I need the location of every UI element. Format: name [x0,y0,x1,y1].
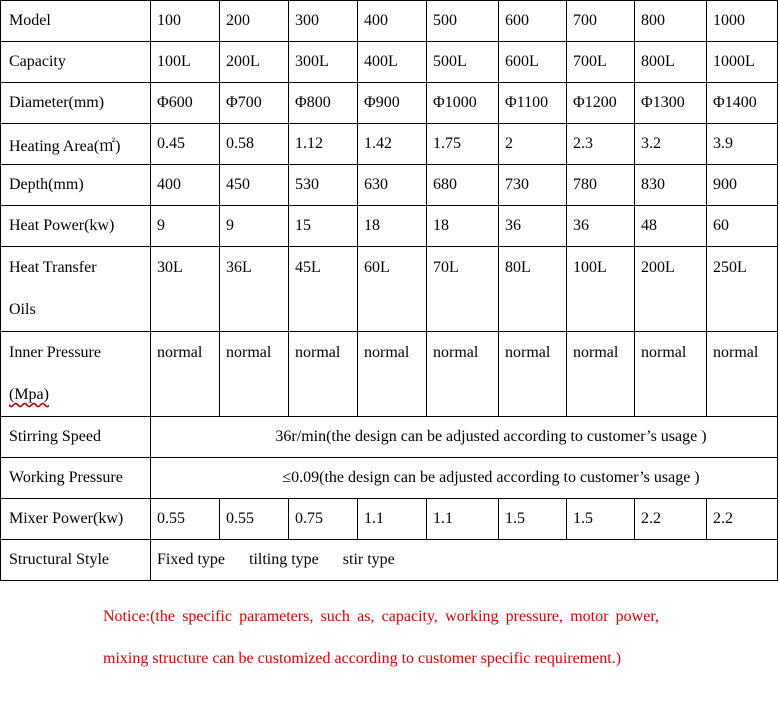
cell: 700L [567,42,635,83]
cell: 700 [567,1,635,42]
cell: Φ600 [151,83,220,124]
cell: Φ700 [220,83,289,124]
cell: Φ1100 [499,83,567,124]
cell: 1.5 [499,499,567,540]
cell: 630 [358,165,427,206]
label-line: Heat Transfer [9,259,97,276]
cell: 80L [499,247,567,332]
cell: 680 [427,165,499,206]
cell: 18 [427,206,499,247]
row-model [1,1,778,42]
cell: 780 [567,165,635,206]
cell: normal [499,332,567,417]
cell: 250L [707,247,778,332]
cell: 9 [220,206,289,247]
label-heat-transfer-oils [1,247,151,332]
label-line: Inner Pressure [9,344,101,361]
row-inner-pressure [1,332,778,417]
cell: 830 [635,165,707,206]
row-depth [1,165,778,206]
cell: 45L [289,247,358,332]
row-mixer-power [1,499,778,540]
cell: 1.42 [358,124,427,165]
cell: 1.5 [567,499,635,540]
cell: 0.58 [220,124,289,165]
cell: Φ1200 [567,83,635,124]
cell: 2.2 [635,499,707,540]
cell: 200 [220,1,289,42]
cell: 30L [151,247,220,332]
cell: Φ1300 [635,83,707,124]
cell: 18 [358,206,427,247]
label-heat-power: Heat Power(kw) [1,206,151,247]
label-line: (Mpa) [9,386,49,403]
cell: normal [635,332,707,417]
label-capacity: Capacity [1,42,151,83]
cell: 15 [289,206,358,247]
style-option: Fixed type [157,551,225,568]
cell: 200L [220,42,289,83]
cell: 3.2 [635,124,707,165]
label-heating-area: Heating Area(㎡) [1,124,151,165]
cell: 0.45 [151,124,220,165]
cell: normal [427,332,499,417]
row-working-pressure [1,458,778,499]
cell: normal [151,332,220,417]
style-option: tilting type [249,551,319,568]
label-stirring-speed: Stirring Speed [1,417,151,458]
cell: 400 [151,165,220,206]
cell: 800 [635,1,707,42]
cell: 530 [289,165,358,206]
cell: 400 [358,1,427,42]
cell: 2.3 [567,124,635,165]
cell: 2.2 [707,499,778,540]
cell: normal [358,332,427,417]
cell: 1000L [707,42,778,83]
label-line: Oils [9,301,36,318]
cell: 2 [499,124,567,165]
cell: 3.9 [707,124,778,165]
row-heating-area [1,124,778,165]
row-heat-transfer-oils [1,247,778,332]
cell: 1.1 [427,499,499,540]
cell: 100L [151,42,220,83]
cell: 0.75 [289,499,358,540]
label-structural-style: Structural Style [1,540,151,581]
cell-merged: ≤0.09(the design can be adjusted according to customer’s usage ) [151,458,778,499]
cell: 48 [635,206,707,247]
cell: 0.55 [151,499,220,540]
cell: 1000 [707,1,778,42]
cell: 200L [635,247,707,332]
cell: 1.75 [427,124,499,165]
row-capacity [1,42,778,83]
cell: 36 [567,206,635,247]
cell: 36L [220,247,289,332]
cell: 300 [289,1,358,42]
cell: 900 [707,165,778,206]
style-option: stir type [342,551,395,568]
label-depth: Depth(mm) [1,165,151,206]
cell: 500 [427,1,499,42]
cell: Φ900 [358,83,427,124]
cell: normal [289,332,358,417]
cell: 0.55 [220,499,289,540]
cell: normal [707,332,778,417]
cell: 1.1 [358,499,427,540]
row-heat-power [1,206,778,247]
cell: 36 [499,206,567,247]
cell: 400L [358,42,427,83]
cell: 70L [427,247,499,332]
cell: 800L [635,42,707,83]
cell-merged: 36r/min(the design can be adjusted according to customer’s usage ) [151,417,778,458]
cell: 300L [289,42,358,83]
cell: normal [567,332,635,417]
label-model: Model [1,1,151,42]
cell: 600L [499,42,567,83]
cell: Φ800 [289,83,358,124]
cell: Φ1000 [427,83,499,124]
cell: 60 [707,206,778,247]
cell: 730 [499,165,567,206]
row-stirring-speed [1,417,778,458]
cell: 100 [151,1,220,42]
label-mixer-power: Mixer Power(kw) [1,499,151,540]
cell: 100L [567,247,635,332]
label-inner-pressure [1,332,151,417]
row-diameter [1,83,778,124]
cell: 9 [151,206,220,247]
label-diameter: Diameter(mm) [1,83,151,124]
cell-merged [151,540,778,581]
cell: 500L [427,42,499,83]
cell: 60L [358,247,427,332]
notice-text: Notice:(the specific parameters, such as, capacity, working pressure, motor power, mixing structure can be customized according to customer specific requirement.) [103,608,659,667]
cell: normal [220,332,289,417]
cell: 450 [220,165,289,206]
label-working-pressure: Working Pressure [1,458,151,499]
cell: Φ1400 [707,83,778,124]
cell: 600 [499,1,567,42]
cell: 1.12 [289,124,358,165]
row-structural-style [1,540,778,581]
